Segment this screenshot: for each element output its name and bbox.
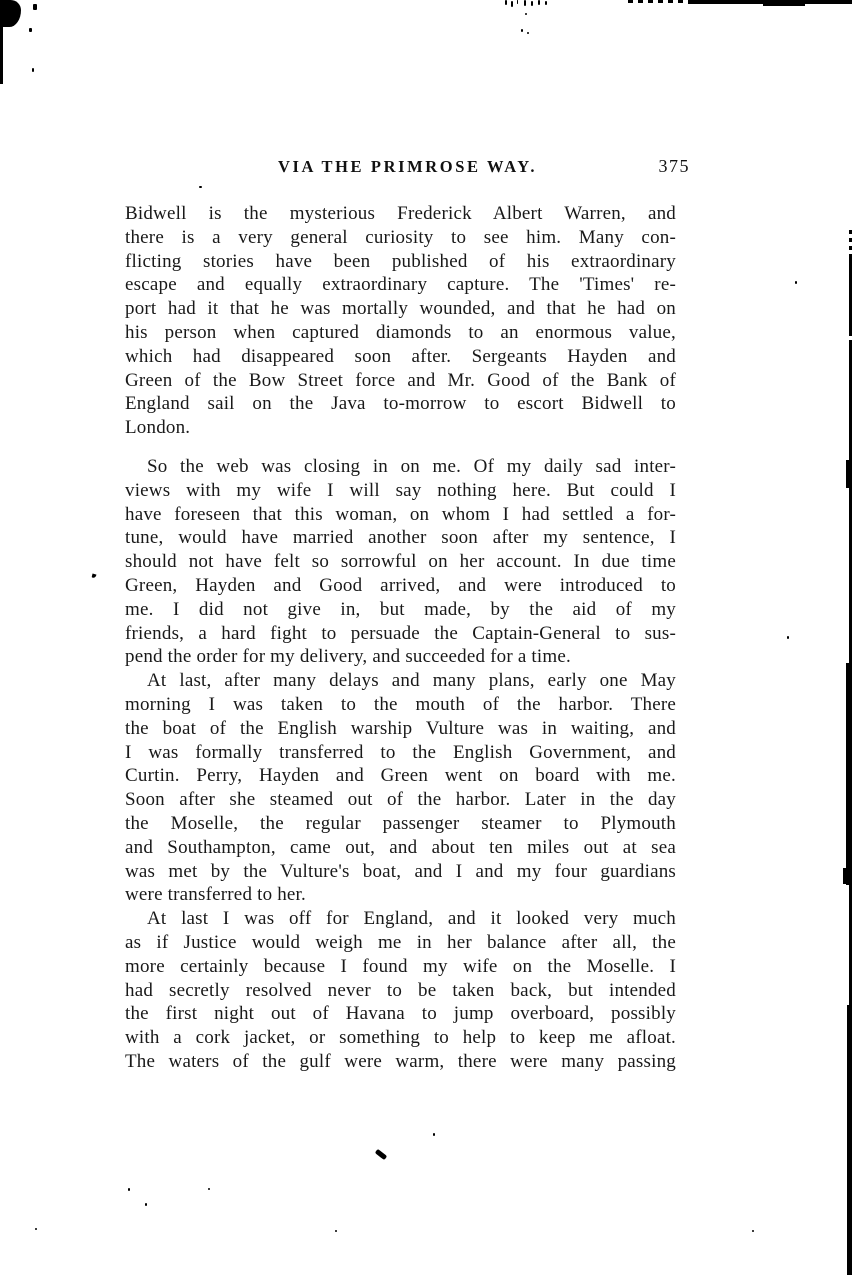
scan-artifact-speck [517,0,518,4]
scan-artifact-right-edge-notch [843,868,849,884]
running-header [125,157,690,183]
text-line: Bidwell is the mysterious Frederick Albert Warren, and [125,203,676,224]
text-line: At last I was off for England, and it looked very much [147,908,676,930]
text-line: London. [125,417,191,439]
text-line: which had disappeared soon after. Sergeants Hayden and [125,345,676,367]
text-line: flicting stories have been published of his extraordinary [125,250,676,272]
scan-artifact-right-edge-thick [847,1005,852,1275]
paragraph [125,202,676,440]
scan-artifact-speck [511,1,513,7]
text-line: escape and equally extraordinary capture. The 'Times' re- [125,274,676,296]
scan-artifact-speck [524,0,526,6]
scan-artifact-right-edge-thick [846,663,852,885]
paragraph [125,455,676,669]
text-line: friends, a hard fight to persuade the Captain-General to sus- [125,622,676,644]
text-line: more certainly because I found my wife on the Moselle. I [125,955,676,977]
text-line: Green, Hayden and Good arrived, and were introduced to [125,574,676,596]
scan-artifact-speck [433,1133,435,1136]
scan-artifact-speck [752,1230,754,1232]
text-line: his person when captured diamonds to an enormous value, [125,321,676,343]
text-line: At last, after many delays and many plans, early one May [147,670,676,692]
text-line: with a cork jacket, or something to help to keep me afloat. [125,1027,676,1049]
scan-artifact-top-edge-dashes [628,0,690,3]
scan-artifact-speck [128,1188,130,1191]
paragraph [125,907,676,1074]
text-line: and Southampton, came out, and about ten miles out at sea [125,836,676,858]
text-line: morning I was taken to the mouth of the harbor. There [125,693,676,715]
scan-artifact-speck [335,1230,337,1232]
scan-artifact-speck [505,0,507,5]
page-body [125,202,676,1074]
page-number: 375 [658,156,690,176]
text-line: were transferred to her. [125,884,306,906]
scan-artifact-speck [145,1203,147,1206]
scan-artifact-right-edge-tick [846,460,849,488]
scan-artifact-bottom-mark [375,1149,388,1160]
text-line: have foreseen that this woman, on whom I had settled a for- [125,503,676,525]
text-line: Soon after she steamed out of the harbor. Later in the day [125,789,676,811]
scan-artifact-speck [33,4,37,10]
paragraph [125,669,676,907]
text-line: The waters of the gulf were warm, there were many passing [125,1050,676,1072]
scan-artifact-speck [525,13,527,15]
scan-artifact-corner-tail [0,18,3,84]
scan-artifact-speck [521,29,523,32]
text-line: port had it that he was mortally wounded, and that he had on [125,298,676,320]
text-line: Green of the Bow Street force and Mr. Good of the Bank of [125,369,676,391]
text-line: the Moselle, the regular passenger steamer to Plymouth [125,812,676,834]
text-line: had secretly resolved never to be taken back, but intended [125,979,676,1001]
page-title: VIA THE PRIMROSE WAY. [277,157,538,176]
scan-artifact-speck [795,281,797,284]
text-line: was met by the Vulture's boat, and I and my four guardians [125,860,676,882]
text-line: the boat of the English warship Vulture was in waiting, and [125,717,676,739]
text-line: there is a very general curiosity to see him. Many con- [125,226,676,248]
scan-artifact-speck [538,0,540,5]
text-line: England sail on the Java to-morrow to escort Bidwell to [125,393,676,415]
scan-artifact-top-edge-subline [763,4,805,6]
scan-artifact-speck [32,68,34,72]
scan-artifact-margin-mark [92,574,97,579]
scan-artifact-speck [545,1,547,5]
scan-artifact-speck [787,636,789,639]
text-line: Curtin. Perry, Hayden and Green went on board with me. [125,765,676,787]
scan-artifact-corner-blob [0,0,21,27]
text-line: me. I did not give in, but made, by the aid of my [125,598,676,620]
text-line: the first night out of Havana to jump overboard, possibly [125,1003,676,1025]
scan-artifact-speck [199,186,202,188]
text-line: pend the order for my delivery, and succeeded for a time. [125,646,571,668]
scan-artifact-speck [35,1228,37,1230]
text-line: as if Justice would weigh me in her balance after all, the [125,931,676,953]
text-line: tune, would have married another soon after my sentence, I [125,527,676,549]
text-line: views with my wife I will say nothing here. But could I [125,479,676,501]
text-line: So the web was closing in on me. Of my daily sad inter- [147,455,676,477]
text-line: should not have felt so sorrowful on her account. In due time [125,551,676,573]
scan-artifact-speck [29,28,32,32]
scan-artifact-speck [527,32,529,34]
scan-artifact-speck [208,1188,210,1190]
scan-artifact-speck [531,1,533,6]
text-line: I was formally transferred to the English Government, and [125,741,676,763]
